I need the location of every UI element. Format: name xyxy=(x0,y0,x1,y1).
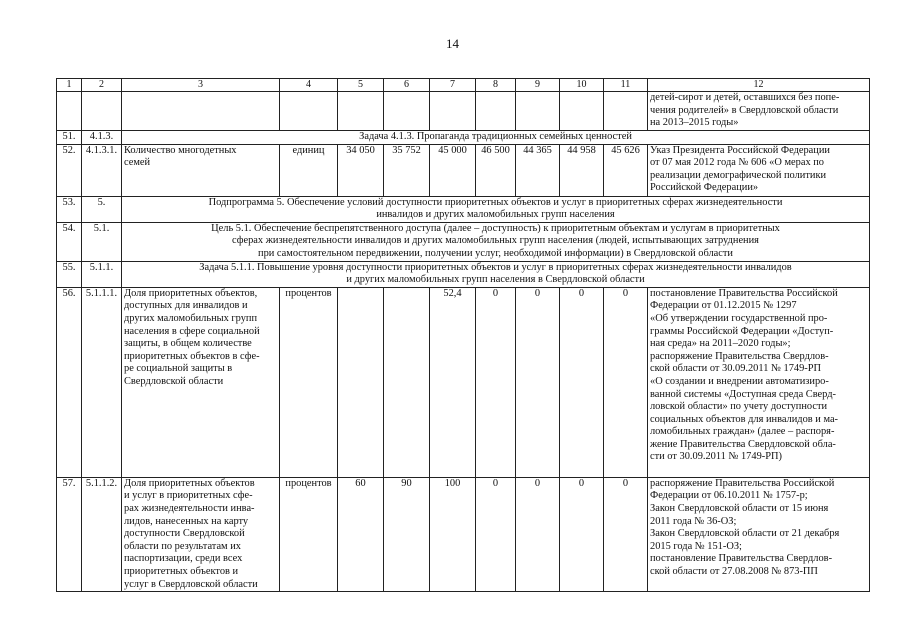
row-number: 51. xyxy=(57,131,82,145)
column-number-row xyxy=(57,79,870,92)
value: 0 xyxy=(604,477,648,591)
value: 0 xyxy=(560,287,604,477)
value: 44 365 xyxy=(516,144,560,196)
row-code: 5.1.1.1. xyxy=(82,287,122,477)
value xyxy=(384,287,430,477)
col-num: 11 xyxy=(604,79,648,92)
col-num: 8 xyxy=(476,79,516,92)
value: 52,4 xyxy=(430,287,476,477)
row-number: 53. xyxy=(57,196,82,222)
goal-heading: Цель 5.1. Обеспечение беспрепятственного доступа (далее – доступность) к приоритетным объектам и услугам в приоритетных сферах жизнедеятельности инвалидов и других маломобильных групп населения (людей, испытывающих затруднения при самостоятельном передвижении, получении услуг, необходимой информации) в Свердловской области xyxy=(122,222,870,261)
row-number: 56. xyxy=(57,287,82,477)
col-num: 1 xyxy=(57,79,82,92)
table-row xyxy=(57,477,870,591)
value xyxy=(338,287,384,477)
value: 0 xyxy=(604,287,648,477)
indicator-name: Количество многодетных семей xyxy=(122,144,280,196)
col-num: 9 xyxy=(516,79,560,92)
col-num: 5 xyxy=(338,79,384,92)
row-code: 4.1.3. xyxy=(82,131,122,145)
table-row xyxy=(57,196,870,222)
table-row xyxy=(57,287,870,477)
indicator-name: Доля приоритетных объектов и услуг в приоритетных сфе- рах жизнедеятельности инва- лидов, нанесенных на карту доступности Свердловской области по результатам их паспортизации, среди всех приоритетных объектов и услуг в Свердловской области xyxy=(122,477,280,591)
unit: единиц xyxy=(280,144,338,196)
table-row xyxy=(57,144,870,196)
row-code: 5.1.1.2. xyxy=(82,477,122,591)
subprogram-heading: Подпрограмма 5. Обеспечение условий доступности приоритетных объектов и услуг в приоритетных сферах жизнедеятельности инвалидов и других маломобильных групп населения xyxy=(122,196,870,222)
value: 60 xyxy=(338,477,384,591)
value: 44 958 xyxy=(560,144,604,196)
table-row xyxy=(57,92,870,131)
row-code: 4.1.3.1. xyxy=(82,144,122,196)
row-number: 54. xyxy=(57,222,82,261)
value: 0 xyxy=(476,287,516,477)
legal-basis-cell: распоряжение Правительства Российской Федерации от 06.10.2011 № 1757-р; Закон Свердловской области от 15 июня 2011 года № 36-ОЗ; Закон Свердловской области от 21 декабря 2015 года № 151-ОЗ; постановление Правительства Свердлов- ской области от 27.08.2008 № 873-ПП xyxy=(648,477,870,591)
row-number: 52. xyxy=(57,144,82,196)
table-row xyxy=(57,131,870,145)
value: 0 xyxy=(516,287,560,477)
value: 0 xyxy=(560,477,604,591)
value: 35 752 xyxy=(384,144,430,196)
value: 46 500 xyxy=(476,144,516,196)
indicator-name: Доля приоритетных объектов, доступных для инвалидов и других маломобильных групп населения в сфере социальной защиты, в общем количестве приоритетных объектов в сфе- ре социальной защиты в Свердловской области xyxy=(122,287,280,477)
col-num: 3 xyxy=(122,79,280,92)
col-num: 2 xyxy=(82,79,122,92)
col-num: 10 xyxy=(560,79,604,92)
row-code: 5.1. xyxy=(82,222,122,261)
table-row xyxy=(57,222,870,261)
task-heading: Задача 4.1.3. Пропаганда традиционных семейных ценностей xyxy=(122,131,870,145)
col-num: 12 xyxy=(648,79,870,92)
row-number: 55. xyxy=(57,261,82,287)
col-num: 4 xyxy=(280,79,338,92)
row-code: 5.1.1. xyxy=(82,261,122,287)
value: 100 xyxy=(430,477,476,591)
page-number: 14 xyxy=(446,36,459,51)
col-num: 7 xyxy=(430,79,476,92)
unit: процентов xyxy=(280,287,338,477)
row-number: 57. xyxy=(57,477,82,591)
legal-basis-cell: Указ Президента Российской Федерации от 07 мая 2012 года № 606 «О мерах по реализации демографической политики Российской Федерации» xyxy=(648,144,870,196)
indicators-table xyxy=(56,78,870,592)
value: 45 626 xyxy=(604,144,648,196)
legal-basis-cell: детей-сирот и детей, оставшихся без попе- чения родителей» в Свердловской области на 2013–2015 годы» xyxy=(648,92,870,131)
col-num: 6 xyxy=(384,79,430,92)
value: 0 xyxy=(516,477,560,591)
legal-basis-cell: постановление Правительства Российской Федерации от 01.12.2015 № 1297 «Об утверждении государственной про- граммы Российской Федерации «Доступ- ная среда» на 2011–2020 годы»; распоряжение Правительства Свердлов- ской области от 30.09.2011 № 1749-РП «О создании и внедрении автоматизиро- ванной системы «Доступная среда Сверд- ловской области» по учету доступности социальных объектов для инвалидов и ма- ломобильных граждан» (далее – распоря- жение Правительства Свердловской обла- сти от 30.09.2011 № 1749-РП) xyxy=(648,287,870,477)
table-row xyxy=(57,261,870,287)
task-heading: Задача 5.1.1. Повышение уровня доступности приоритетных объектов и услуг в приоритетных сферах жизнедеятельности инвалидов и других маломобильных групп населения в Свердловской области xyxy=(122,261,870,287)
value: 45 000 xyxy=(430,144,476,196)
value: 34 050 xyxy=(338,144,384,196)
value: 0 xyxy=(476,477,516,591)
row-code: 5. xyxy=(82,196,122,222)
value: 90 xyxy=(384,477,430,591)
unit: процентов xyxy=(280,477,338,591)
